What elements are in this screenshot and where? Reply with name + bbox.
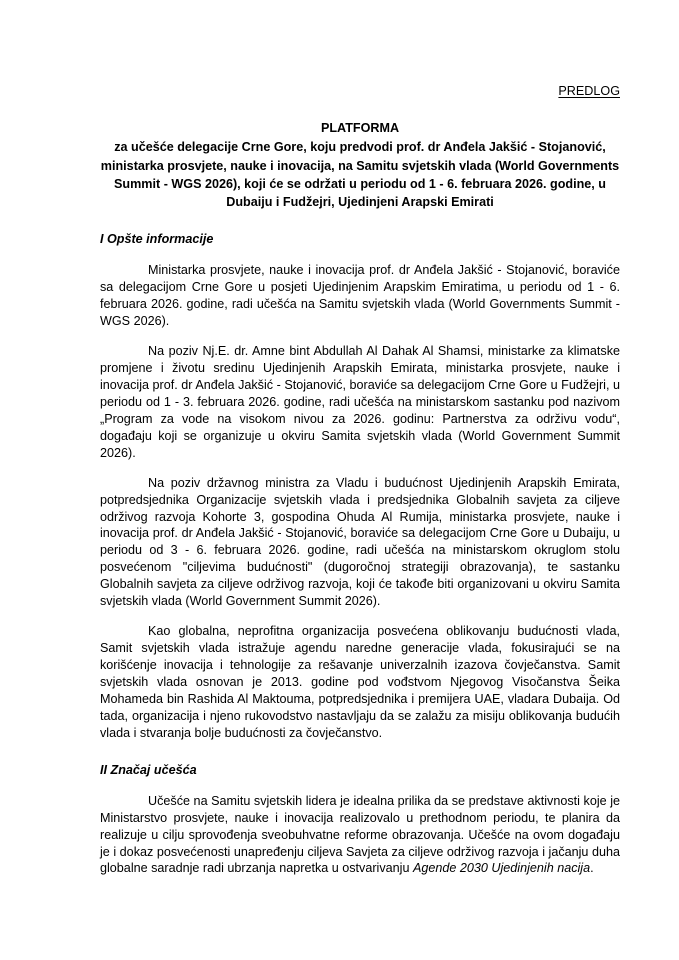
paragraph-text-tail: . [590,861,594,876]
document-title-block [100,119,620,211]
paragraph: Ministarka prosvjete, nauke i inovacija prof. dr Anđela Jakšić - Stojanović, boraviće sa delegacijom Crne Gore u posjeti Ujedinjenim Arapskim Emiratima, u periodu od 1 - 6. februara 2026. godine, radi učešća na Samitu svjetskih vlada (World Governments Summit - WGS 2026). [100,263,620,329]
section-heading-significance: II Značaj učešća [100,762,197,777]
document-label [100,84,620,99]
paragraph: Na poziv Nj.E. dr. Amne bint Abdullah Al Dahak Al Shamsi, ministarke za klimatske promjene i životu sredinu Ujedinjenih Arapskih Emirata, ministarka prosvjete, nauke i inovacija prof. dr Anđela Jakšić - Stojanović, boraviće sa delegacijom Crne Gore u Fudžejri, u periodu od 1 - 3. februara 2026. godine, radi učešća na ministarskom sastanku pod nazivom „Program za vode na visokom nivou za 2026. godinu: Partnerstva za održivu vodu“, događaju koji se organizuje u okviru Samita svjetskih vlada (World Government Summit 2026). [100,344,620,460]
paragraph: Na poziv državnog ministra za Vladu i budućnost Ujedinjenih Arapskih Emirata, potpredsjednika Organizacije svjetskih vlada i predsjednika Globalnih savjeta za ciljeve održivog razvoja Kohorte 3, gospodina Ohuda Al Rumija, ministarka prosvjete, nauke i inovacija prof. dr Anđela Jakšić - Stojanović, boraviće sa delegacijom Crne Gore u Dubaiju, u periodu od 3 - 6. februara 2026. godine, radi učešća na ministarskom okruglom stolu posvećenom "ciljevima budućnosti" (dugoročnoj strategiji obrazovanja), te sastanku Globalnih savjeta za ciljeve održivog razvoja, koji će takođe biti organizovani u okviru Samita svjetskih vlada (World Government Summit 2026). [100,475,620,609]
page-subtitle: za učešće delegacije Crne Gore, koju predvodi prof. dr Anđela Jakšić - Stojanović, ministarka prosvjete, nauke i inovacija, na Samitu svjetskih vlada (World Governments Summit - WGS 2026), koji će se održati u periodu od 1 - 6. februara 2026. godine, u Dubaiju i Fudžejri, Ujedinjeni Arapski Emirati [100,140,620,210]
paragraph: Kao globalna, neprofitna organizacija posvećena oblikovanju budućnosti vlada, Samit svjetskih vlada istražuje agendu naredne generacije vlada, fokusirajući se na korišćenje inovacija i tehnologije za rešavanje univerzalnih izazova čovječanstva. Samit svjetskih vlada osnovan je 2013. godine pod vođstvom Njegovog Visočanstva Šeika Mohameda bin Rashida Al Maktouma, potpredsjednika i premijera UAE, vladara Dubaija. Od tada, organizacija i njeno rukovodstvo nastavljaju da se zalažu za misiju oblikovanja budućih vlada i stvaranja bolje budućnosti za čovječanstvo. [100,624,620,740]
paragraph-text-lead: Učešće na Samitu svjetskih lidera je idealna prilika da se predstave aktivnosti koje je Ministarstvo prosvjete, nauke i inovacija realizovalo u prethodnom periodu, te planira da realizuje u cilju sprovođenja sveobuhvatne reforme obrazovanja. Učešće na ovom događaju je i dokaz posvećenosti unapređenju ciljeva Savjeta za ciljeve održivog razvoja i jačanju duha globalne saradnje radi ubrzanja napretka u ostvarivanju [100,793,620,876]
page-title: PLATFORMA [320,121,400,136]
agenda-2030-reference: Agende 2030 Ujedinjenih nacija [412,861,591,876]
section-heading-general-info: I Opšte informacije [100,232,214,247]
paragraph [100,793,620,878]
document-label-text: PREDLOG [558,84,620,98]
